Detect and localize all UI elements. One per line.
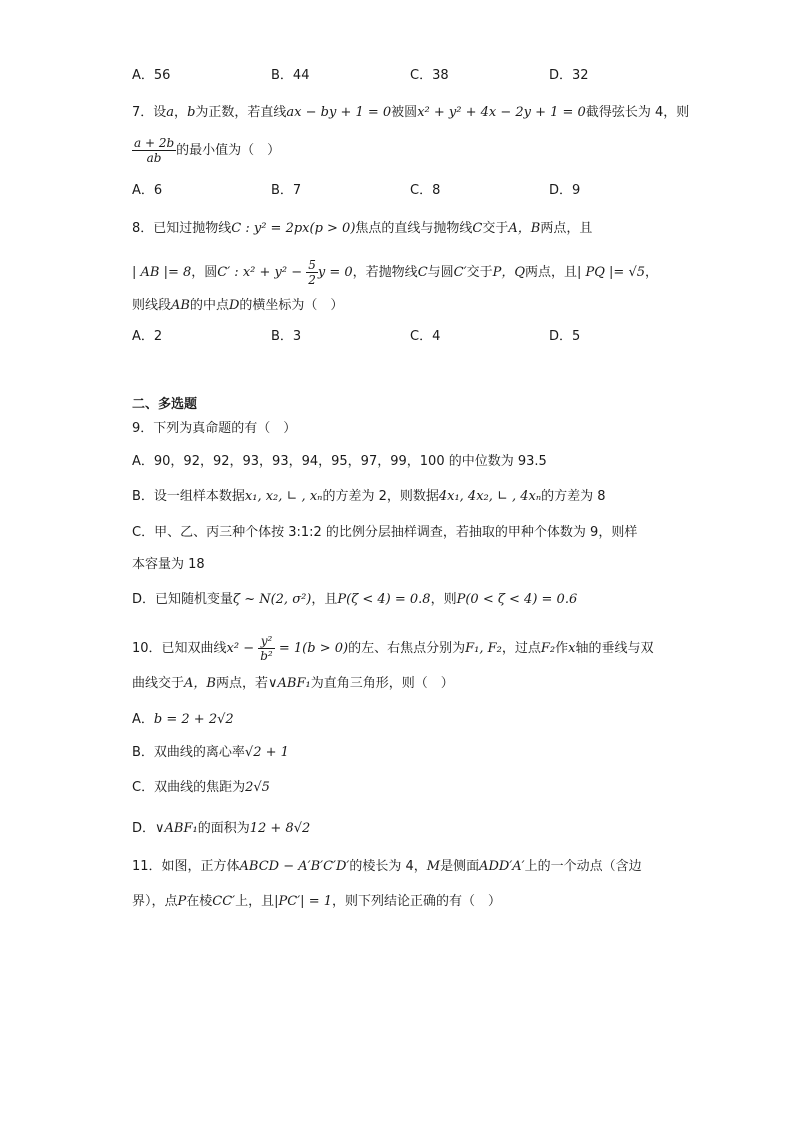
section-title: 二、多选题 <box>132 397 198 412</box>
q6-option-d: D．32 <box>549 68 589 83</box>
q7-stem-line2: $\frac{a + 2b}{ab}$ 的最小值为（ ） <box>134 136 281 165</box>
q10-option-a: A．b = 2 + 2√2 <box>132 712 234 727</box>
q7-circle-equation: x² + y² + 4x − 2y + 1 = 0 <box>417 105 586 120</box>
q7-fraction: $\frac{a + 2b}{ab}$ <box>134 136 175 165</box>
q10-stem-line1: 10．已知双曲线x² − $\frac{\text{y²}}{\text{b²}}$ = 1(b > 0)的左、右焦点分别为F₁, F₂，过点F₂作x轴的垂线与双 <box>132 634 654 663</box>
q10-option-c: C．双曲线的焦距为2√5 <box>132 780 270 795</box>
q7-option-d: D．9 <box>549 183 581 198</box>
q11-stem-line1: 11．如图，正方体ABCD − A′B′C′D′的棱长为 4，M是侧面ADD′A′上的一个动点（含边 <box>132 859 642 874</box>
q6-option-c: C．38 <box>410 68 449 83</box>
q8-fraction: $\frac{5}{2}$ <box>308 258 316 287</box>
q10-fraction: $\frac{\text{y²}}{\text{b²}}$ <box>260 634 273 663</box>
q11-stem-line2: 界），点P在棱CC′上，且|PC′| = 1，则下列结论正确的有（ ） <box>132 894 502 909</box>
q7-options <box>132 182 692 200</box>
q7-stem-line1: 7．设a，b为正数，若直线ax − by + 1 = 0被圆x² + y² + 4x − 2y + 1 = 0截得弦长为 4，则 <box>132 105 690 120</box>
q8-stem-line2: | AB |= 8，圆C′ : x² + y² − $\frac{5}{2}$ y = 0，若抛物线C与圆C′交于P，Q两点，且| PQ |= √5， <box>132 258 659 287</box>
q9-option-b: B．设一组样本数据x₁, x₂, ∟ , xₙ的方差为 2，则数据4x₁, 4x₂, ∟ , 4xₙ的方差为 8 <box>132 489 606 504</box>
q9-option-c-line1: C．甲、乙、丙三种个体按 3:1:2 的比例分层抽样调查，若抽取的甲种个体数为 9，则样 <box>132 525 638 540</box>
q8-stem-line3: 则线段AB的中点D的横坐标为（ ） <box>132 298 344 313</box>
q8-parabola: C : y² = 2px(p > 0) <box>231 221 356 236</box>
q8-option-b: B．3 <box>271 329 302 344</box>
q6-option-b: B．44 <box>271 68 310 83</box>
q8-options <box>132 328 692 346</box>
q10-option-d: D．∨ABF₁的面积为12 + 8√2 <box>132 821 311 836</box>
q10-stem-line2: 曲线交于A，B两点，若∨ABF₁为直角三角形，则（ ） <box>132 676 454 691</box>
q8-stem-line1: 8．已知过抛物线C : y² = 2px(p > 0)焦点的直线与抛物线C交于A，B两点，且 <box>132 221 593 236</box>
q6-option-a: A．56 <box>132 68 171 83</box>
q8-option-c: C．4 <box>410 329 441 344</box>
q9-option-d: D．已知随机变量ζ ~ N(2, σ²)，且P(ζ < 4) = 0.8，则P(0 < ζ < 4) = 0.6 <box>132 592 578 607</box>
q7-option-c: C．8 <box>410 183 441 198</box>
q9-option-a: A．90，92，92，93，93，94，95，97，99，100 的中位数为 93.5 <box>132 454 547 469</box>
q9-option-c-line2: 本容量为 18 <box>132 557 205 572</box>
q7-option-b: B．7 <box>271 183 302 198</box>
q9-stem: 9．下列为真命题的有（ ） <box>132 421 297 436</box>
q6-options <box>132 67 692 85</box>
q8-option-d: D．5 <box>549 329 581 344</box>
q10-option-b: B．双曲线的离心率√2 + 1 <box>132 745 289 760</box>
q7-line-equation: ax − by + 1 = 0 <box>286 105 392 120</box>
q7-option-a: A．6 <box>132 183 163 198</box>
q8-option-a: A．2 <box>132 329 163 344</box>
